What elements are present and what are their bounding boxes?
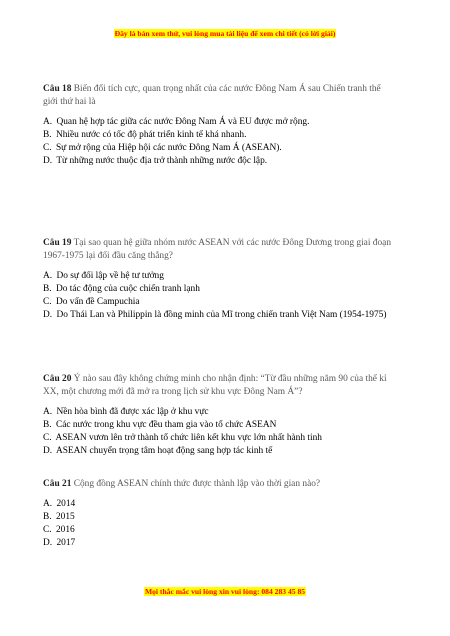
answer-option-d xyxy=(43,155,395,168)
question-stem xyxy=(43,237,395,263)
option-letter: A. xyxy=(43,271,53,281)
option-letter: D. xyxy=(43,446,53,456)
answer-option-b xyxy=(43,511,395,524)
option-text: 2015 xyxy=(55,512,75,522)
preview-notice-banner xyxy=(0,29,450,39)
answer-option-d xyxy=(43,309,395,322)
question-18 xyxy=(43,83,395,168)
question-number: Câu 19 xyxy=(43,238,72,248)
option-letter: C. xyxy=(43,433,52,443)
option-text: Sự mở rộng của Hiệp hội các nước Đông Nam Á (ASEAN). xyxy=(55,143,282,153)
answer-option-b xyxy=(43,129,395,142)
option-letter: C. xyxy=(43,143,52,153)
option-text: Do sự đối lập về hệ tư tưởng xyxy=(56,271,164,281)
question-text: Cộng đồng ASEAN chính thức được thành lập vào thời gian nào? xyxy=(73,479,321,489)
question-stem xyxy=(43,83,395,109)
option-letter: C. xyxy=(43,297,52,307)
option-text: Do tác động của cuộc chiến tranh lạnh xyxy=(55,284,200,294)
option-letter: D. xyxy=(43,156,53,166)
option-text: 2014 xyxy=(56,499,76,509)
option-text: Nhiều nước có tốc độ phát triển kinh tế khá nhanh. xyxy=(55,130,247,140)
option-letter: B. xyxy=(43,512,52,522)
question-text: Ý nào sau đây không chứng minh cho nhận định: “Từ đầu những năm 90 của thế kỉ XX, một chương mới đã mở ra trong lịch sử khu vực Đông Nam Á”? xyxy=(43,374,387,397)
option-letter: A. xyxy=(43,117,53,127)
question-number: Câu 20 xyxy=(43,374,72,384)
question-19 xyxy=(43,237,395,322)
question-21 xyxy=(43,478,395,550)
question-number: Câu 21 xyxy=(43,479,72,489)
option-letter: D. xyxy=(43,538,53,548)
contact-footer-banner xyxy=(0,587,450,597)
answer-option-a xyxy=(43,116,395,129)
preview-notice-text: Đây là bản xem thử, vui lòng mua tài liệu để xem chi tiết (có lời giải) xyxy=(114,29,336,38)
option-letter: A. xyxy=(43,407,53,417)
contact-footer-text: Mọi thắc mắc vui lòng xin vui lòng: 084 283 45 85 xyxy=(144,587,306,596)
option-letter: B. xyxy=(43,130,52,140)
answer-option-b xyxy=(43,283,395,296)
option-letter: B. xyxy=(43,420,52,430)
answer-option-c xyxy=(43,524,395,537)
option-text: ASEAN chuyển trọng tâm hoạt động sang hợp tác kinh tế xyxy=(55,446,273,456)
option-text: Quan hệ hợp tác giữa các nước Đông Nam Á và EU được mở rộng. xyxy=(56,117,310,127)
option-text: Do Thái Lan và Philippin là đồng minh của Mĩ trong chiến tranh Việt Nam (1954-1975) xyxy=(56,310,387,320)
question-text: Tại sao quan hệ giữa nhóm nước ASEAN với các nước Đông Dương trong giai đoạn 1967-1975 lại đối đầu căng thẳng? xyxy=(43,238,392,261)
answer-option-a xyxy=(43,498,395,511)
option-text: Nền hòa bình đã được xác lập ở khu vực xyxy=(56,407,209,417)
answer-option-c xyxy=(43,142,395,155)
option-text: Do vấn đề Campuchia xyxy=(55,297,140,307)
option-text: Các nước trong khu vực đều tham gia vào tổ chức ASEAN xyxy=(55,420,277,430)
question-number: Câu 18 xyxy=(43,84,72,94)
question-stem xyxy=(43,373,395,399)
question-stem xyxy=(43,478,395,491)
answer-option-c xyxy=(43,296,395,309)
option-letter: B. xyxy=(43,284,52,294)
answer-option-a xyxy=(43,270,395,283)
answer-option-b xyxy=(43,419,395,432)
option-text: 2016 xyxy=(55,525,75,535)
option-letter: D. xyxy=(43,310,53,320)
option-letter: C. xyxy=(43,525,52,535)
option-letter: A. xyxy=(43,499,53,509)
answer-option-c xyxy=(43,432,395,445)
answer-option-a xyxy=(43,406,395,419)
answer-option-d xyxy=(43,537,395,550)
question-20 xyxy=(43,373,395,458)
question-text: Biến đổi tích cực, quan trọng nhất của các nước Đông Nam Á sau Chiến tranh thế giới thứ hai là xyxy=(43,84,381,107)
option-text: 2017 xyxy=(56,538,76,548)
option-text: ASEAN vươn lên trở thành tổ chức liên kết khu vực lớn nhất hành tinh xyxy=(55,433,322,443)
answer-option-d xyxy=(43,445,395,458)
option-text: Từ những nước thuộc địa trở thành những nước độc lập. xyxy=(56,156,268,166)
